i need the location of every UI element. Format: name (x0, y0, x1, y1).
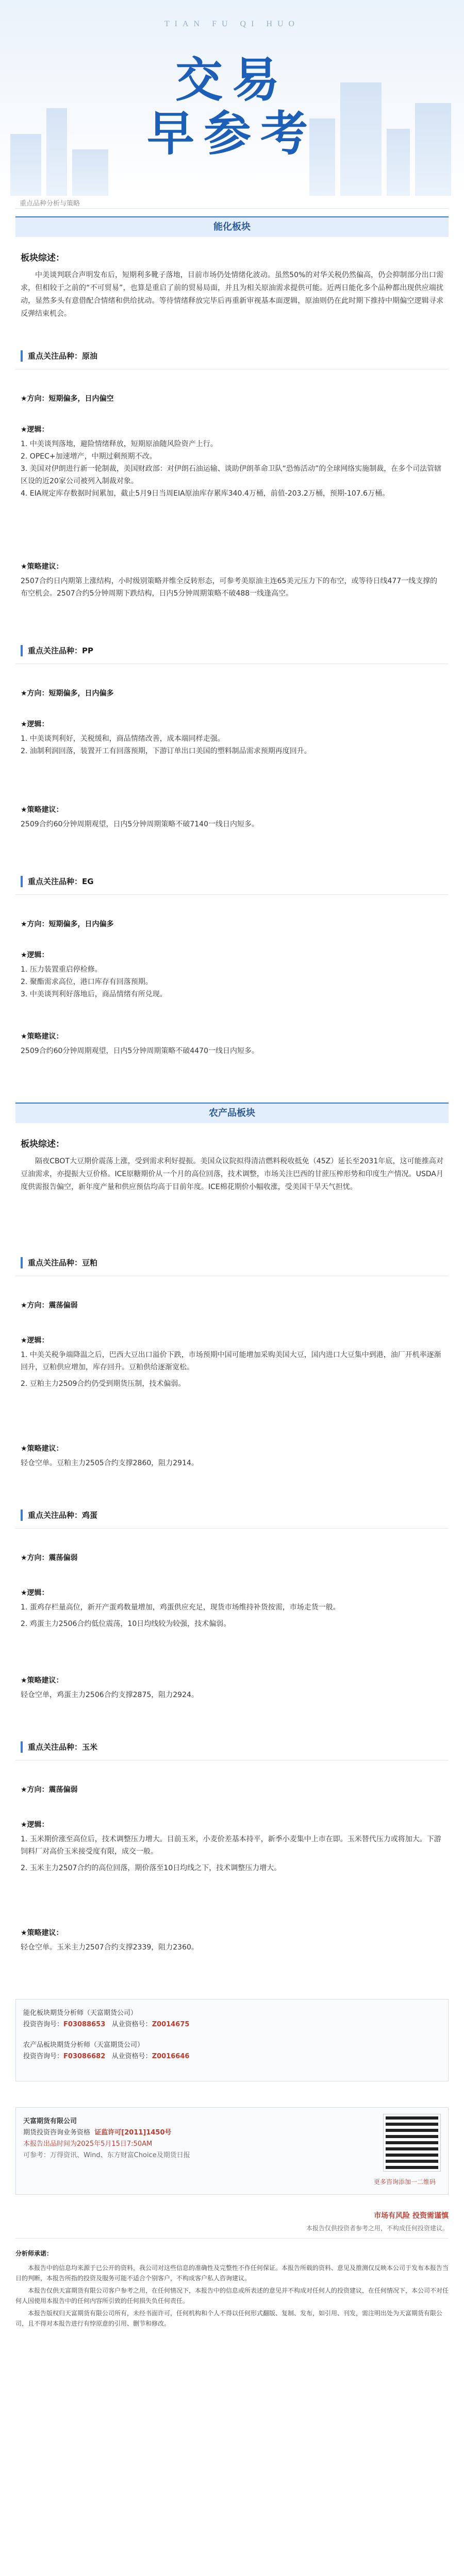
eg-strategy-title: ★策略建议： (21, 1032, 63, 1041)
soymeal-strategy: 轻仓空单。豆粕主力2505合约支撑2860，阻力2914。 (21, 1459, 198, 1467)
corn-strategy: 轻仓空单。玉米主力2507合约支撑2339，阻力2360。 (21, 1943, 198, 1952)
list-item: 2. 玉米主力2507合约的高位回落，期价落至10日均线之下，技术调整压力增大。 (21, 1864, 281, 1872)
focus-egg: 重点关注品种：鸡蛋 (21, 1510, 443, 1521)
eg-logic-title: ★逻辑： (21, 951, 49, 959)
risk-sub: 本报告仅供投资者参考之用，不构成任何投资建议。 (306, 2225, 449, 2232)
data-source: 可参考：万得资讯、Wind、东方财富Choice及期货日报 (23, 2151, 190, 2159)
energy-section-bar: 能化板块 (15, 216, 449, 237)
disclaimer-paragraph: 本报告版权归天富期货有限公司所有，未经书面许可，任何机构和个人不得以任何形式翻版、复制、发布，如引用、刊发，需注明出处为天富期货有限公司，且不得对本报告进行有悖原意的引用、删节和修改。 (15, 2310, 443, 2327)
divider (15, 894, 449, 895)
crude-strategy-title: ★策略建议： (21, 563, 63, 571)
disclaimer-paragraph: 本报告中的信息均来源于已公开的资料，我公司对这些信息的准确性及完整性不作任何保证。本报告所载的资料、意见及推测仅反映本公司于发布本报告当日的判断，本报告所指的投资及服务可能不适合个别客户，不构成客户私人咨询建议。 (15, 2264, 449, 2282)
analyst-energy-title: 能化板块期货分析师（天富期货公司） (23, 2009, 138, 2017)
list-item: 2. 油制利润回落，装置开工有回落预期，下游订单出口美国的塑料制品需求预期再度回升。 (21, 747, 311, 755)
company-name: 天富期货有限公司 (23, 2117, 77, 2125)
risk-notice: 市场有风险 投资需谨慎 (374, 2212, 449, 2220)
focus-eg: 重点关注品种：EG (21, 876, 443, 887)
egg-logic (21, 1601, 443, 1630)
egg-direction: ★方向：震荡偏弱 (21, 1554, 78, 1562)
crude-logic (21, 438, 443, 500)
focus-corn: 重点关注品种：玉米 (21, 1741, 443, 1753)
report-time: 本报告出品时间为2025年5月15日7:50AM (23, 2140, 153, 2148)
company-qualification: 期货投资咨询业务资格 证监许可[2011]1450号 (23, 2129, 172, 2137)
header-tagline: TIAN FU QI HUO (164, 20, 300, 28)
analyst-energy-ids: 投资咨询号：F03088653 从业资格号：Z0014675 (23, 2021, 190, 2028)
pp-strategy-title: ★策略建议： (21, 806, 63, 814)
disclaimer-paragraph: 本报告仅供天富期货有限公司客户参考之用，在任何情况下，本报告中的信息或所表述的意见并不构成对任何人的投资建议，在任何情况下，本公司不对任何人因使用本报告中的任何内容所引致的任何损失负任何责任。 (15, 2287, 449, 2304)
disclaimer-title: 分析师承诺： (15, 2250, 53, 2257)
soymeal-direction: ★方向：震荡偏弱 (21, 1301, 78, 1310)
divider (15, 1528, 449, 1529)
list-item: 1. 中美谈判落地，避险情绪释放，短期原油随风险资产上行。 (21, 440, 218, 448)
pp-direction: ★方向：短期偏多，日内偏多 (21, 689, 114, 698)
pp-logic (21, 733, 443, 757)
energy-summary: 中美谈判联合声明发布后，短期利多靴子落地，目前市场仍处情绪化波动。虽然50%的对华关税仍然偏高，仍会抑制部分出口需求，但相较于之前的“不可贸易”，也算是重启了前的贸易局面，并且为相关原油需求提供可能。近两日能化多个品种都出现供应端扰动，显然多头有意借配合情绪和供给扰动。等待情绪释放完毕后再重新审视基本面逻辑，原油则仍在此时期下推持中期偏空逻辑寻求反弹结束机会。 (21, 271, 443, 318)
corn-logic (21, 1833, 443, 1874)
egg-strategy: 轻仓空单，鸡蛋主力2506合约支撑2875，阻力2924。 (21, 1691, 198, 1699)
soymeal-logic-title: ★逻辑： (21, 1336, 49, 1345)
crude-strategy: 2507合约日内期第上涨结构，小时级别策略并维全反转形态，可参考美原油主连65美元压力下的布空，或等待日线477一线支撑的布空机会。2507合约5分钟周期下跌结构，日内5分钟周期策略不破488一线逢高空。 (21, 577, 438, 598)
crude-direction: ★方向：短期偏多，日内偏空 (21, 395, 114, 403)
list-item: 4. EIA规定库存数据时间累加，截止5月9日当周EIA原油库存累库340.4万桶，前值-203.2万桶，预期-107.6万桶。 (21, 489, 390, 498)
corn-strategy-title: ★策略建议： (21, 1929, 63, 1937)
crude-logic-title: ★逻辑： (21, 426, 49, 434)
qr-code-icon (384, 2114, 440, 2171)
pp-logic-title: ★逻辑： (21, 720, 49, 728)
eg-direction: ★方向：短期偏多，日内偏多 (21, 920, 114, 928)
list-item: 1. 玉米期价涨至高位后，技术调整压力增大。目前玉米，小麦价差基本持平，新季小麦集中上市在即。玉米替代压力或将加大。下游饲料厂对高价玉米接受度有限，成交一般。 (21, 1835, 441, 1856)
disclaimer (15, 2248, 449, 2331)
focus-pp: 重点关注品种：PP (21, 645, 443, 656)
header-subtitle: 重点品种分析与策略 (20, 200, 80, 208)
agri-section-bar: 农产品板块 (15, 1103, 449, 1123)
pp-strategy: 2509合约60分钟周期观望，日内5分钟周期策略不破7140一线日内短多。 (21, 820, 259, 828)
qr-label: 更多咨询添加一二维码 (373, 2178, 436, 2185)
soymeal-strategy-title: ★策略建议： (21, 1445, 63, 1453)
focus-soymeal: 重点关注品种：豆粕 (21, 1257, 443, 1268)
header-title-line1: 交易 (175, 53, 289, 108)
header-title-line2: 早参考 (146, 106, 317, 161)
list-item: 1. 中美谈判利好，关税缓和，商品情绪改善，成本端同样走强。 (21, 735, 225, 743)
focus-crude-oil: 重点关注品种：原油 (21, 350, 443, 362)
egg-logic-title: ★逻辑： (21, 1589, 49, 1597)
list-item: 1. 压力装置重启停检修。 (21, 965, 102, 974)
energy-summary-title: 板块综述： (21, 253, 64, 263)
list-item: 2. 鸡蛋主力2506合约低位震荡，10日均线较为较强，技术偏弱。 (21, 1620, 231, 1628)
list-item: 1. 蛋鸡存栏量高位，新开产蛋鸡数量增加，鸡蛋供应充足，现货市场维持补货按需，市场走货一般。 (21, 1603, 340, 1612)
egg-strategy-title: ★策略建议： (21, 1676, 63, 1685)
list-item: 3. 美国对伊朗进行新一轮制裁，美国财政部：对伊朗石油运输、谈助伊朗革命卫队“恐怖活动”的全球网络实施制裁，在多个司法管辖区设的近20家公司被列入制裁对象。 (21, 465, 442, 485)
divider (15, 2238, 449, 2239)
soymeal-logic (21, 1349, 443, 1390)
header-divider (15, 208, 449, 209)
eg-strategy: 2509合约60分钟周期观望，日内5分钟周期策略不破4470一线日内短多。 (21, 1047, 259, 1055)
eg-logic (21, 963, 443, 1001)
analyst-agri-title: 农产品板块期货分析师（天富期货公司） (23, 2041, 144, 2049)
list-item: 2. OPEC+加速增产，中期过剩预期不改。 (21, 452, 157, 461)
corn-direction: ★方向：震荡偏弱 (21, 1786, 78, 1794)
list-item: 2. 聚酯需求高位，港口库存有回落预期。 (21, 978, 153, 986)
header-banner (0, 0, 464, 196)
agri-summary-title: 板块综述： (21, 1139, 64, 1149)
corn-logic-title: ★逻辑： (21, 1821, 49, 1829)
list-item: 2. 豆粕主力2509合约仍受到期货压制，技术偏弱。 (21, 1380, 186, 1388)
list-item: 1. 中美关税争端降温之后，巴西大豆出口溢价下跌，市场预期中国可能增加采购美国大豆，国内进口大豆集中到港，油厂开机率逐渐回升，豆粕供应增加，库存回升。豆粕供给逐渐宽松。 (21, 1351, 441, 1371)
analyst-agri-ids: 投资咨询号：F03086682 从业资格号：Z0016646 (23, 2053, 190, 2060)
list-item: 3. 中美谈判利好落地后，商品情绪有所兑现。 (21, 990, 167, 998)
agri-summary: 隔夜CBOT大豆期价震荡上涨，受到需求利好提振。美国众议院拟得清洁燃料税收抵免（45Z）延长至2031年底，这可能推高对豆油需求，亦提振大豆价格。ICE原糖期价从一个月的高位回落，技术调整，市场关注巴西的甘蔗压榨形势和印度生产情况。USDA月度供需报告偏空，新年度产量和供应预估均高于目前年度。ICE棉花期价小幅收涨，受美国干旱天气担忧。 (21, 1157, 443, 1191)
analyst-box (15, 1999, 449, 2081)
